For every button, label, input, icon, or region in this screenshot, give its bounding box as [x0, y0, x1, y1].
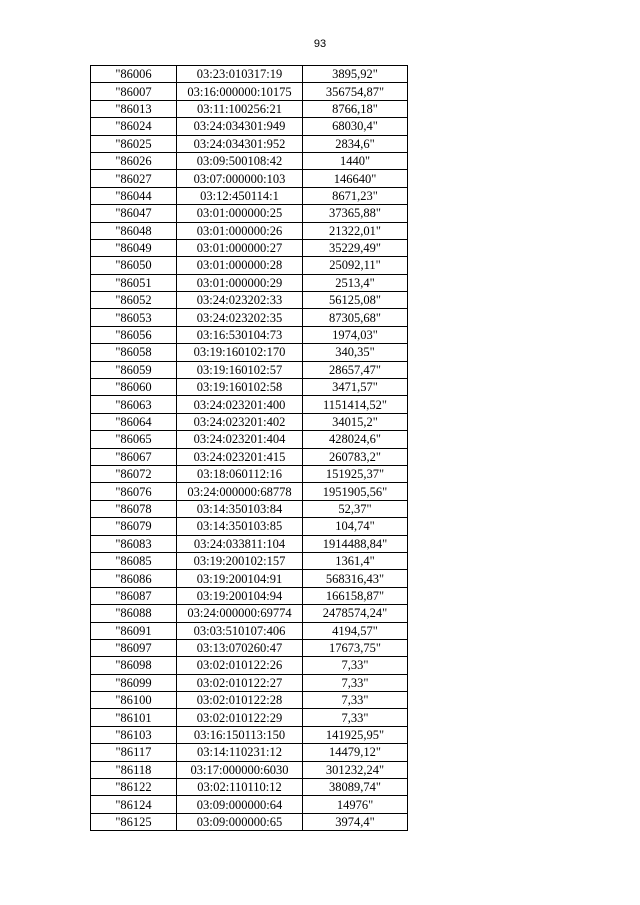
cadastral-number-cell: 03:19:200104:94 [177, 587, 303, 604]
registry-code-cell: "86097 [91, 639, 177, 656]
registry-code-cell: "86103 [91, 726, 177, 743]
value-cell: 104,74" [303, 518, 408, 535]
table-row [91, 448, 408, 465]
cadastral-number-cell: 03:11:100256:21 [177, 100, 303, 117]
registry-code-cell: "86025 [91, 135, 177, 152]
value-cell: 7,33" [303, 692, 408, 709]
value-cell: 1361,4" [303, 552, 408, 569]
value-cell: 25092,11" [303, 257, 408, 274]
registry-code-cell: "86056 [91, 326, 177, 343]
registry-code-cell: "86007 [91, 83, 177, 100]
table-row [91, 779, 408, 796]
cadastral-number-cell: 03:24:034301:949 [177, 118, 303, 135]
registry-code-cell: "86125 [91, 813, 177, 830]
table-row [91, 100, 408, 117]
value-cell: 141925,95" [303, 726, 408, 743]
registry-code-cell: "86060 [91, 379, 177, 396]
page-number: 93 [313, 38, 327, 50]
cadastral-number-cell: 03:16:000000:10175 [177, 83, 303, 100]
table-row [91, 709, 408, 726]
value-cell: 35229,49" [303, 239, 408, 256]
value-cell: 68030,4" [303, 118, 408, 135]
registry-code-cell: "86064 [91, 413, 177, 430]
table-row [91, 483, 408, 500]
cadastral-number-cell: 03:17:000000:6030 [177, 761, 303, 778]
table-row [91, 605, 408, 622]
registry-table-body [91, 66, 408, 831]
table-row [91, 361, 408, 378]
cadastral-number-cell: 03:23:010317:19 [177, 66, 303, 83]
value-cell: 4194,57" [303, 622, 408, 639]
value-cell: 52,37" [303, 500, 408, 517]
value-cell: 87305,68" [303, 309, 408, 326]
value-cell: 3471,57" [303, 379, 408, 396]
table-row [91, 239, 408, 256]
cadastral-number-cell: 03:24:023201:404 [177, 431, 303, 448]
table-row [91, 118, 408, 135]
table-row [91, 66, 408, 83]
cadastral-number-cell: 03:16:530104:73 [177, 326, 303, 343]
value-cell: 2834,6" [303, 135, 408, 152]
cadastral-number-cell: 03:09:000000:65 [177, 813, 303, 830]
registry-table [90, 65, 408, 831]
registry-code-cell: "86027 [91, 170, 177, 187]
value-cell: 7,33" [303, 709, 408, 726]
table-row [91, 152, 408, 169]
cadastral-number-cell: 03:01:000000:25 [177, 205, 303, 222]
registry-code-cell: "86048 [91, 222, 177, 239]
value-cell: 301232,24" [303, 761, 408, 778]
registry-code-cell: "86013 [91, 100, 177, 117]
cadastral-number-cell: 03:16:150113:150 [177, 726, 303, 743]
value-cell: 1914488,84" [303, 535, 408, 552]
registry-code-cell: "86122 [91, 779, 177, 796]
registry-code-cell: "86024 [91, 118, 177, 135]
value-cell: 1974,03" [303, 326, 408, 343]
cadastral-number-cell: 03:07:000000:103 [177, 170, 303, 187]
value-cell: 568316,43" [303, 570, 408, 587]
table-row [91, 726, 408, 743]
table-row [91, 326, 408, 343]
registry-code-cell: "86117 [91, 744, 177, 761]
value-cell: 3974,4" [303, 813, 408, 830]
value-cell: 2478574,24" [303, 605, 408, 622]
cadastral-number-cell: 03:02:010122:26 [177, 657, 303, 674]
table-row [91, 205, 408, 222]
registry-code-cell: "86088 [91, 605, 177, 622]
table-row [91, 796, 408, 813]
cadastral-number-cell: 03:24:023201:402 [177, 413, 303, 430]
value-cell: 340,35" [303, 344, 408, 361]
table-row [91, 761, 408, 778]
registry-code-cell: "86058 [91, 344, 177, 361]
value-cell: 17673,75" [303, 639, 408, 656]
registry-code-cell: "86065 [91, 431, 177, 448]
registry-code-cell: "86047 [91, 205, 177, 222]
table-row [91, 552, 408, 569]
table-row [91, 744, 408, 761]
table-row [91, 274, 408, 291]
cadastral-number-cell: 03:24:023201:415 [177, 448, 303, 465]
cadastral-number-cell: 03:18:060112:16 [177, 465, 303, 482]
table-row [91, 292, 408, 309]
value-cell: 34015,2" [303, 413, 408, 430]
table-row [91, 674, 408, 691]
registry-code-cell: "86083 [91, 535, 177, 552]
table-row [91, 83, 408, 100]
cadastral-number-cell: 03:12:450114:1 [177, 187, 303, 204]
registry-code-cell: "86079 [91, 518, 177, 535]
cadastral-number-cell: 03:02:010122:29 [177, 709, 303, 726]
cadastral-number-cell: 03:01:000000:27 [177, 239, 303, 256]
table-row [91, 222, 408, 239]
cadastral-number-cell: 03:24:033811:104 [177, 535, 303, 552]
value-cell: 260783,2" [303, 448, 408, 465]
value-cell: 151925,37" [303, 465, 408, 482]
table-row [91, 431, 408, 448]
registry-code-cell: "86052 [91, 292, 177, 309]
registry-code-cell: "86076 [91, 483, 177, 500]
cadastral-number-cell: 03:24:023202:33 [177, 292, 303, 309]
value-cell: 21322,01" [303, 222, 408, 239]
value-cell: 14479,12" [303, 744, 408, 761]
cadastral-number-cell: 03:14:350103:85 [177, 518, 303, 535]
registry-code-cell: "86118 [91, 761, 177, 778]
registry-code-cell: "86051 [91, 274, 177, 291]
cadastral-number-cell: 03:14:350103:84 [177, 500, 303, 517]
cadastral-number-cell: 03:02:010122:27 [177, 674, 303, 691]
cadastral-number-cell: 03:19:160102:57 [177, 361, 303, 378]
value-cell: 37365,88" [303, 205, 408, 222]
table-row [91, 535, 408, 552]
table-row [91, 465, 408, 482]
value-cell: 56125,08" [303, 292, 408, 309]
table-row [91, 500, 408, 517]
cadastral-number-cell: 03:24:000000:68778 [177, 483, 303, 500]
value-cell: 14976" [303, 796, 408, 813]
registry-code-cell: "86085 [91, 552, 177, 569]
value-cell: 28657,47" [303, 361, 408, 378]
value-cell: 8766,18" [303, 100, 408, 117]
registry-code-cell: "86044 [91, 187, 177, 204]
cadastral-number-cell: 03:01:000000:29 [177, 274, 303, 291]
table-row [91, 639, 408, 656]
registry-code-cell: "86063 [91, 396, 177, 413]
value-cell: 428024,6" [303, 431, 408, 448]
value-cell: 1440" [303, 152, 408, 169]
value-cell: 1951905,56" [303, 483, 408, 500]
value-cell: 356754,87" [303, 83, 408, 100]
table-row [91, 257, 408, 274]
registry-code-cell: "86072 [91, 465, 177, 482]
value-cell: 3895,92" [303, 66, 408, 83]
value-cell: 38089,74" [303, 779, 408, 796]
cadastral-number-cell: 03:13:070260:47 [177, 639, 303, 656]
registry-code-cell: "86059 [91, 361, 177, 378]
cadastral-number-cell: 03:24:034301:952 [177, 135, 303, 152]
table-row [91, 570, 408, 587]
cadastral-number-cell: 03:01:000000:26 [177, 222, 303, 239]
registry-code-cell: "86026 [91, 152, 177, 169]
table-row [91, 344, 408, 361]
registry-code-cell: "86124 [91, 796, 177, 813]
cadastral-number-cell: 03:19:200104:91 [177, 570, 303, 587]
cadastral-number-cell: 03:19:160102:58 [177, 379, 303, 396]
registry-code-cell: "86053 [91, 309, 177, 326]
table-row [91, 413, 408, 430]
table-row [91, 379, 408, 396]
registry-code-cell: "86087 [91, 587, 177, 604]
registry-code-cell: "86099 [91, 674, 177, 691]
table-row [91, 396, 408, 413]
value-cell: 7,33" [303, 657, 408, 674]
table-row [91, 813, 408, 830]
registry-code-cell: "86049 [91, 239, 177, 256]
cadastral-number-cell: 03:19:200102:157 [177, 552, 303, 569]
table-row [91, 309, 408, 326]
registry-code-cell: "86067 [91, 448, 177, 465]
cadastral-number-cell: 03:01:000000:28 [177, 257, 303, 274]
table-row [91, 170, 408, 187]
registry-code-cell: "86078 [91, 500, 177, 517]
registry-code-cell: "86098 [91, 657, 177, 674]
registry-code-cell: "86100 [91, 692, 177, 709]
table-row [91, 622, 408, 639]
table-row [91, 587, 408, 604]
table-row [91, 187, 408, 204]
registry-code-cell: "86050 [91, 257, 177, 274]
value-cell: 166158,87" [303, 587, 408, 604]
registry-code-cell: "86006 [91, 66, 177, 83]
registry-code-cell: "86086 [91, 570, 177, 587]
cadastral-number-cell: 03:02:110110:12 [177, 779, 303, 796]
table-row [91, 135, 408, 152]
table-row [91, 518, 408, 535]
value-cell: 1151414,52" [303, 396, 408, 413]
value-cell: 2513,4" [303, 274, 408, 291]
cadastral-number-cell: 03:14:110231:12 [177, 744, 303, 761]
cadastral-number-cell: 03:02:010122:28 [177, 692, 303, 709]
table-row [91, 657, 408, 674]
value-cell: 146640" [303, 170, 408, 187]
table-row [91, 692, 408, 709]
registry-code-cell: "86101 [91, 709, 177, 726]
cadastral-number-cell: 03:09:500108:42 [177, 152, 303, 169]
cadastral-number-cell: 03:19:160102:170 [177, 344, 303, 361]
registry-code-cell: "86091 [91, 622, 177, 639]
cadastral-number-cell: 03:03:510107:406 [177, 622, 303, 639]
cadastral-number-cell: 03:24:000000:69774 [177, 605, 303, 622]
value-cell: 8671,23" [303, 187, 408, 204]
value-cell: 7,33" [303, 674, 408, 691]
cadastral-number-cell: 03:24:023202:35 [177, 309, 303, 326]
cadastral-number-cell: 03:24:023201:400 [177, 396, 303, 413]
cadastral-number-cell: 03:09:000000:64 [177, 796, 303, 813]
